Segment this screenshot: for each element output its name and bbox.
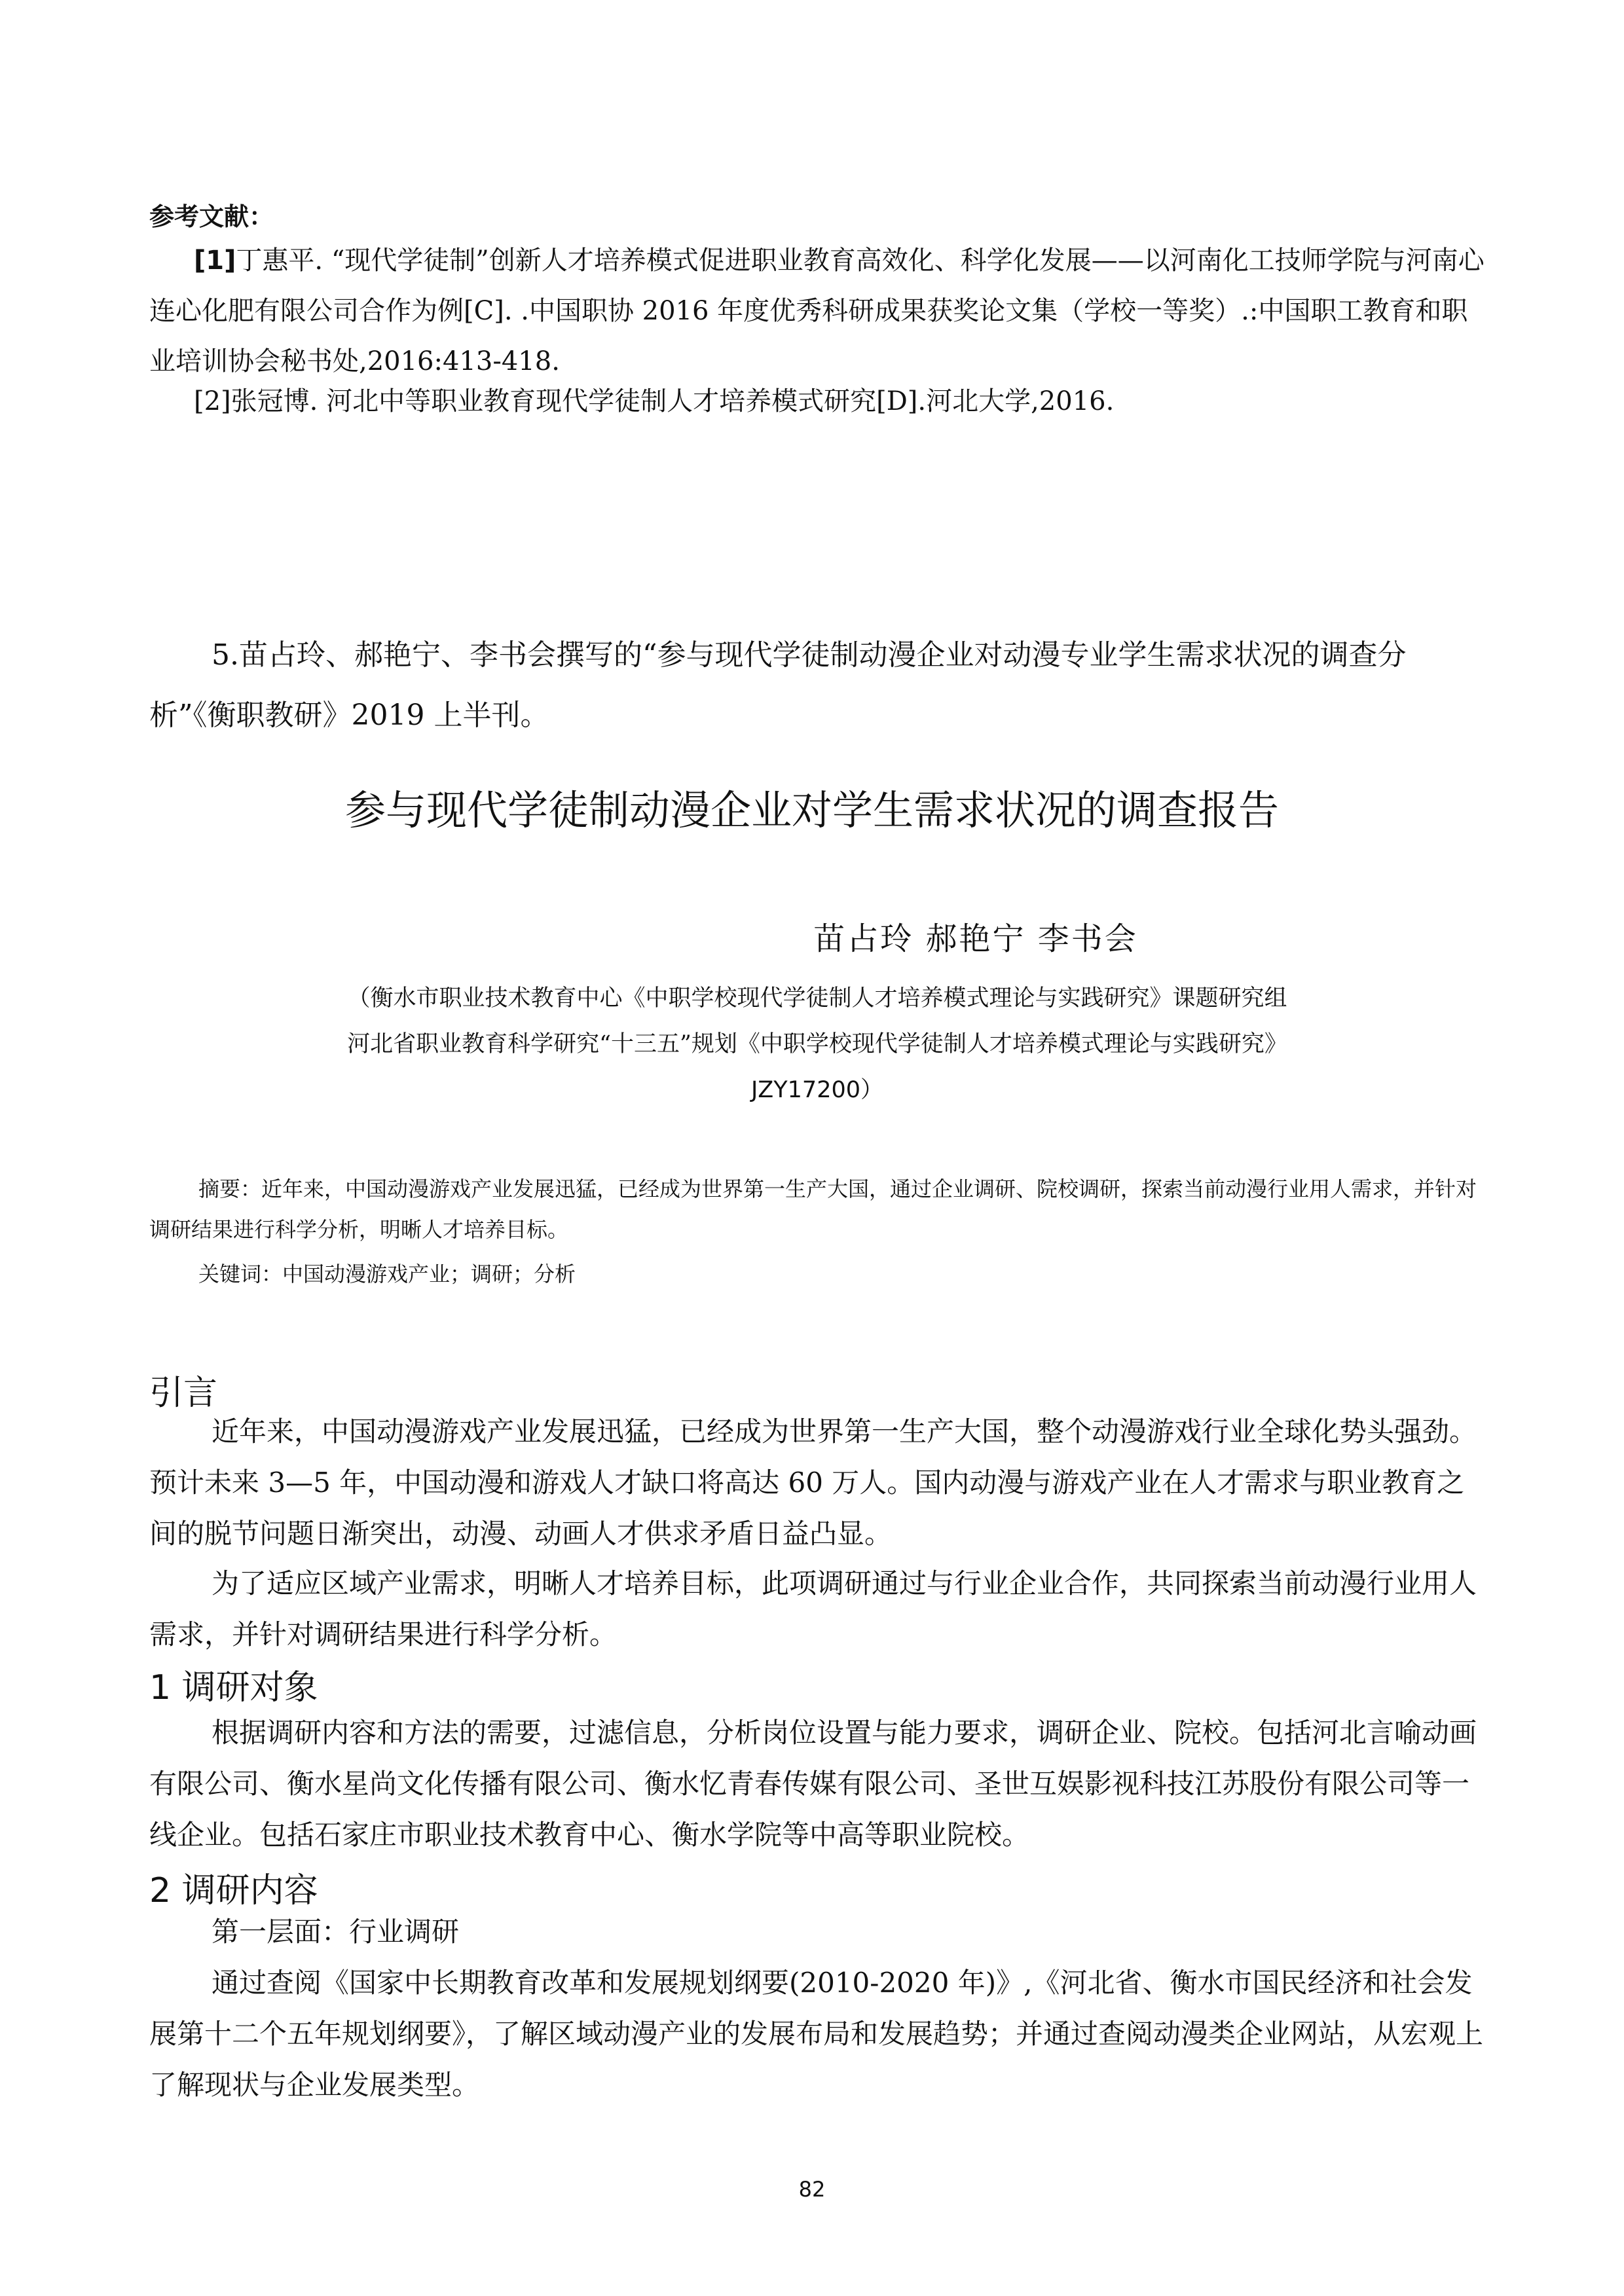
reference-item (149, 236, 1485, 387)
paragraph: 第一层面：行业调研 (212, 1916, 460, 1948)
paragraph: 为了适应区域产业需求，明晰人才培养目标，此项调研通过与行业企业合作，共同探索当前动漫行业用人需求，并针对调研结果进行科学分析。 (149, 1567, 1477, 1650)
section-heading-intro: 引言 (149, 1374, 218, 1413)
article-authors: 苗占玲 郝艳宁 李书会 (813, 920, 1138, 957)
paragraph: 根据调研内容和方法的需要，过滤信息，分析岗位设置与能力要求，调研企业、院校。包括河北言喻动画有限公司、衡水星尚文化传播有限公司、衡水忆青春传媒有限公司、圣世互娱影视科技江苏股份有限公司等一线企业。包括石家庄市职业技术教育中心、衡水学院等中高等职业院校。 (149, 1717, 1477, 1851)
keywords (198, 1254, 576, 1294)
article-title: 参与现代学徒制动漫企业对学生需求状况的调查报告 (344, 786, 1279, 834)
keywords-text: ：中国动漫游戏产业；调研；分析 (261, 1262, 576, 1286)
reference-item (149, 376, 1485, 427)
affiliation-line: JZY17200） (750, 1077, 884, 1103)
paragraph: 通过查阅《国家中长期教育改革和发展规划纲要(2010-2020 年)》,《河北省、衡水市国民经济和社会发展第十二个五年规划纲要》，了解区域动漫产业的发展布局和发展趋势；并通过查阅动漫类企业网站，从宏观上了解现状与企业发展类型。 (149, 1967, 1484, 2101)
reference-text: 张冠博. 河北中等职业教育现代学徒制人才培养模式研究[D].河北大学,2016. (231, 386, 1115, 416)
page-number: 82 (798, 2177, 826, 2202)
reference-number: [1] (194, 246, 236, 276)
abstract (149, 1169, 1485, 1250)
affiliation-line: （衡水市职业技术教育中心《中职学校现代学徒制人才培养模式理论与实践研究》课题研究组 (347, 985, 1287, 1011)
section-heading-2: 2 调研内容 (149, 1871, 318, 1910)
paragraph: 近年来，中国动漫游戏产业发展迅猛，已经成为世界第一生产大国，整个动漫游戏行业全球化势头强劲。预计未来 3—5 年，中国动漫和游戏人才缺口将高达 60 万人。国内动漫与游戏产业在人才需求与职业教育之间的脱节问题日渐突出，动漫、动画人才供求矛盾日益凸显。 (149, 1415, 1477, 1550)
keywords-label: 关键词 (198, 1262, 262, 1286)
references-heading: 参考文献： (149, 202, 274, 231)
publication-note: 5.苗占玲、郝艳宁、李书会撰写的“参与现代学徒制动漫企业对动漫专业学生需求状况的调查分析”《衡职教研》2019 上半刊。 (149, 638, 1407, 732)
affiliation-line: 河北省职业教育科学研究“十三五”规划《中职学校现代学徒制人才培养模式理论与实践研究》 (347, 1031, 1287, 1057)
abstract-label: 摘要 (198, 1176, 241, 1201)
reference-text: 丁惠平. “现代学徒制”创新人才培养模式促进职业教育高效化、科学化发展——以河南化工技师学院与河南心连心化肥有限公司合作为例[C]. .中国职协 2016 年度优秀科研成果获奖论文集（学校一等奖）.:中国职工教育和职业培训协会秘书处,2016:413-418. (149, 246, 1485, 376)
section-heading-1: 1 调研对象 (149, 1668, 318, 1707)
abstract-text: ：近年来，中国动漫游戏产业发展迅猛，已经成为世界第一生产大国，通过企业调研、院校调研，探索当前动漫行业用人需求，并针对调研结果进行科学分析，明晰人才培养目标。 (149, 1176, 1477, 1242)
reference-number: [2] (194, 386, 231, 416)
